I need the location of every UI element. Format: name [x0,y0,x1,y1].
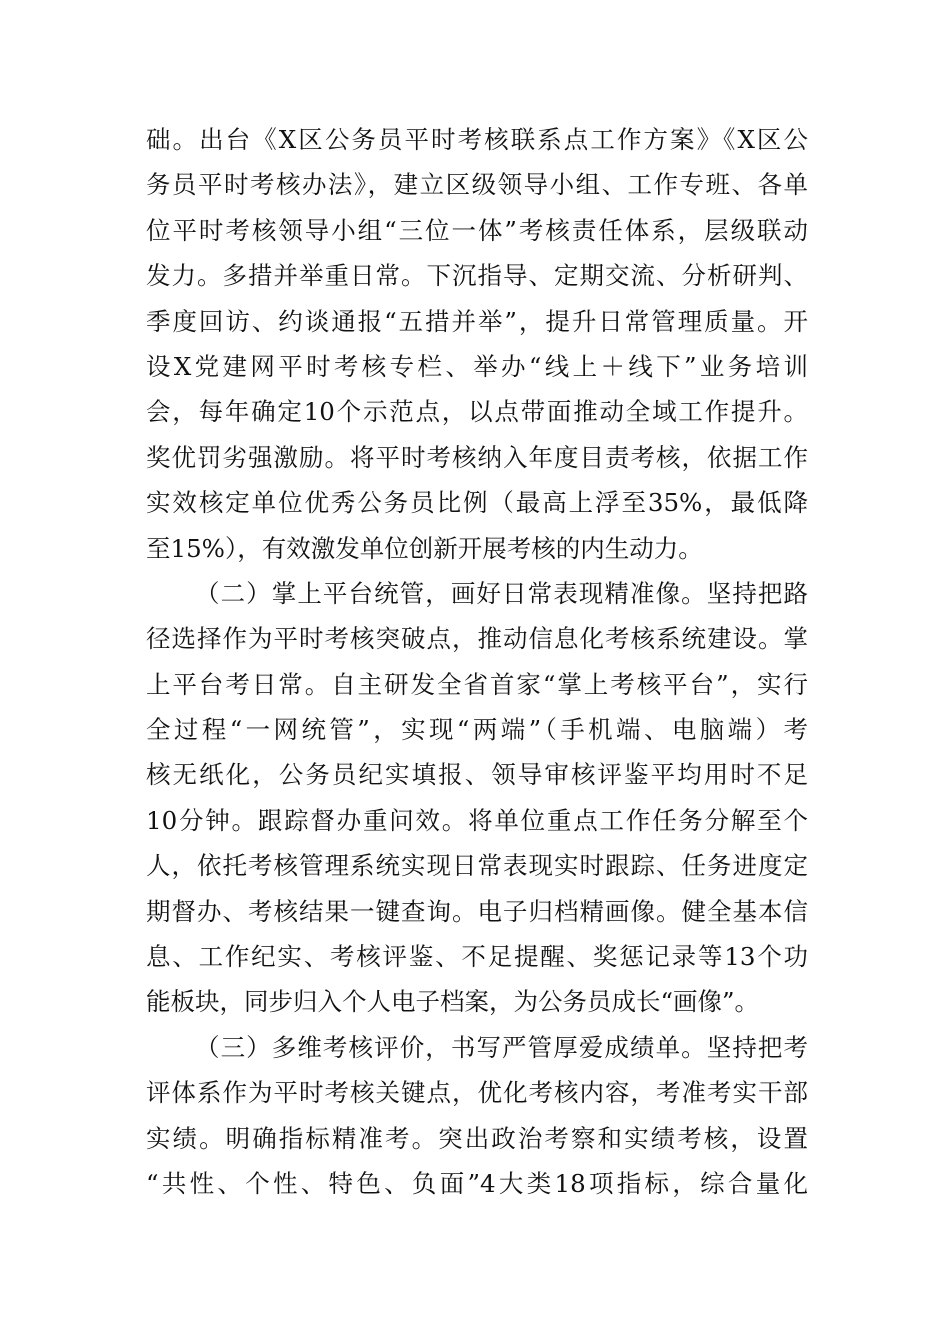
text-line: 径选择作为平时考核突破点，推动信息化考核系统建设。掌 [146,624,808,654]
text-line: 人，依托考核管理系统实现日常表现实时跟踪、任务进度定 [146,851,808,881]
paragraph-first-line: （二）掌上平台统管，画好日常表现精准像。坚持把路 [195,578,808,608]
text-line: 实效核定单位优秀公务员比例（最高上浮至35%，最低降 [146,488,808,518]
text-line: 期督办、考核结果一键查询。电子归档精画像。健全基本信 [146,896,808,926]
text-line: 位平时考核领导小组“三位一体”考核责任体系，层级联动 [146,215,808,245]
paragraph-first-line: （三）多维考核评价，书写严管厚爱成绩单。坚持把考 [195,1032,808,1062]
text-line: 季度回访、约谈通报“五措并举”，提升日常管理质量。开 [146,306,808,336]
text-line: 评体系作为平时考核关键点，优化考核内容，考准考实干部 [146,1078,808,1108]
text-line: 上平台考日常。自主研发全省首家“掌上考核平台”，实行 [146,669,808,699]
text-line: 能板块，同步归入个人电子档案，为公务员成长“画像”。 [146,987,760,1017]
text-line: 务员平时考核办法》，建立区级领导小组、工作专班、各单 [146,170,808,200]
text-line: 全过程“一网统管”，实现“两端”（手机端、电脑端）考 [146,715,808,745]
text-line: 至15%），有效激发单位创新开展考核的内生动力。 [146,533,703,563]
body-text [146,117,808,1206]
text-line: 10分钟。跟踪督办重问效。将单位重点工作任务分解至个 [146,805,808,835]
text-line: 设X党建网平时考核专栏、举办“线上＋线下”业务培训 [146,351,808,381]
text-line: 奖优罚劣强激励。将平时考核纳入年度目责考核，依据工作 [146,442,808,472]
text-line: “共性、个性、特色、负面”4大类18项指标，综合量化 [146,1168,808,1198]
text-line: 发力。多措并举重日常。下沉指导、定期交流、分析研判、 [146,261,808,291]
text-line: 息、工作纪实、考核评鉴、不足提醒、奖惩记录等13个功 [146,942,808,972]
text-line: 础。出台《X区公务员平时考核联系点工作方案》《X区公 [146,125,808,154]
text-line: 核无纸化，公务员纪实填报、领导审核评鉴平均用时不足 [146,760,808,790]
text-line: 实绩。明确指标精准考。突出政治考察和实绩考核，设置 [146,1123,808,1153]
text-line: 会，每年确定10个示范点，以点带面推动全域工作提升。 [146,397,808,427]
